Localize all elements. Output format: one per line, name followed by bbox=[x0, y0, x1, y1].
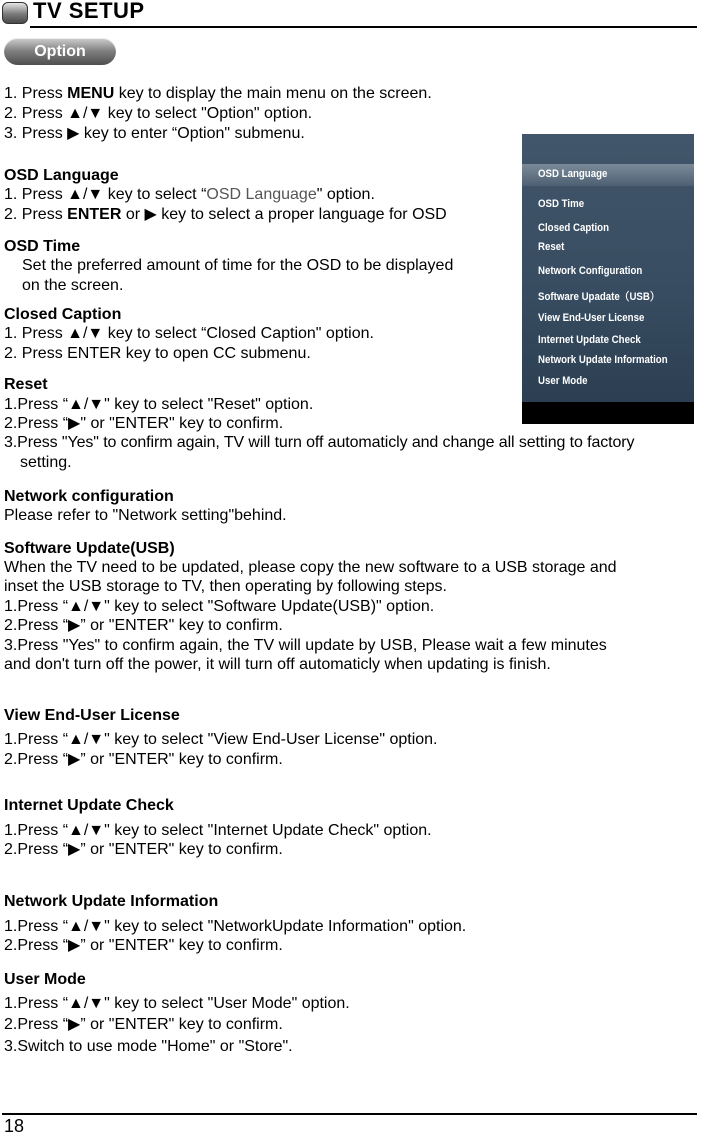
network-configuration-text: Please refer to "Network setting"behind. bbox=[4, 507, 287, 524]
osd-menu-item-user-mode: User Mode bbox=[538, 375, 588, 387]
closed-caption-step-2: 2. Press ENTER key to open CC submenu. bbox=[4, 345, 311, 362]
user-mode-step-1: 1.Press “▲/▼" key to select "User Mode" option. bbox=[4, 995, 350, 1012]
osd-language-step-1: 1. Press ▲/▼ key to select “OSD Language" option. bbox=[4, 186, 375, 203]
osd-menu-item-internet-update-check: Internet Update Check bbox=[538, 334, 641, 346]
reset-step-2: 2.Press “▶" or "ENTER" key to confirm. bbox=[4, 415, 284, 432]
osd-menu-item-network-update-information: Network Update Information bbox=[538, 354, 668, 366]
footer-divider bbox=[2, 1113, 697, 1115]
internet-update-step-1: 1.Press “▲/▼" key to select "Internet Update Check" option. bbox=[4, 822, 432, 839]
osd-menu-item-view-license: View End-User License bbox=[538, 312, 645, 324]
network-update-step-1: 1.Press “▲/▼" key to select "NetworkUpdate Information" option. bbox=[4, 918, 467, 935]
internet-update-heading: Internet Update Check bbox=[4, 797, 174, 814]
osd-language-step-2: 2. Press ENTER or ▶ key to select a proper language for OSD bbox=[4, 206, 447, 223]
osd-language-heading: OSD Language bbox=[4, 167, 119, 184]
page-title: TV SETUP bbox=[33, 0, 145, 23]
closed-caption-heading: Closed Caption bbox=[4, 306, 122, 323]
software-update-step-2: 2.Press “▶” or "ENTER" key to confirm. bbox=[4, 617, 283, 634]
option-section-pill: Option bbox=[4, 38, 116, 65]
intro-step-2: 2. Press ▲/▼ key to select "Option" option. bbox=[4, 105, 313, 122]
osd-time-heading: OSD Time bbox=[4, 238, 81, 255]
software-update-text-1: When the TV need to be updated, please copy the new software to a USB storage and bbox=[4, 559, 617, 576]
network-update-step-2: 2.Press “▶” or "ENTER" key to confirm. bbox=[4, 937, 283, 954]
software-update-heading: Software Update(USB) bbox=[4, 540, 175, 557]
user-mode-heading: User Mode bbox=[4, 971, 86, 988]
osd-time-text-1: Set the preferred amount of time for the OSD to be displayed bbox=[22, 257, 454, 274]
view-license-step-1: 1.Press “▲/▼" key to select "View End-User License" option. bbox=[4, 731, 438, 748]
view-license-step-2: 2.Press “▶” or "ENTER" key to confirm. bbox=[4, 751, 283, 768]
tv-setup-icon bbox=[2, 2, 28, 24]
osd-time-text-2: on the screen. bbox=[22, 277, 124, 294]
reset-step-1: 1.Press “▲/▼" key to select "Reset" option. bbox=[4, 396, 314, 413]
header-divider bbox=[30, 26, 697, 28]
osd-menu-screenshot bbox=[522, 134, 694, 424]
intro-step-1: 1. Press MENU key to display the main menu on the screen. bbox=[4, 85, 432, 102]
internet-update-step-2: 2.Press “▶” or "ENTER" key to confirm. bbox=[4, 841, 283, 858]
page-number: 18 bbox=[4, 1116, 25, 1136]
reset-step-3: 3.Press "Yes" to confirm again, TV will turn off automaticly and change all setting to factory bbox=[4, 434, 635, 451]
osd-menu-item-osd-time: OSD Time bbox=[538, 198, 585, 210]
software-update-step-3: 3.Press "Yes" to confirm again, the TV will update by USB, Please wait a few minutes bbox=[4, 637, 607, 654]
reset-step-3-cont: setting. bbox=[20, 454, 72, 471]
network-update-heading: Network Update Information bbox=[4, 893, 219, 910]
osd-menu-item-network-configuration: Network Configuration bbox=[538, 265, 643, 277]
osd-menu-item-software-update: Software Upadate（USB） bbox=[538, 291, 660, 303]
view-license-heading: View End-User License bbox=[4, 707, 180, 724]
network-configuration-heading: Network configuration bbox=[4, 488, 174, 505]
software-update-step-3-cont: and don't turn off the power, it will turn off automaticly when updating is finish. bbox=[4, 656, 551, 673]
osd-menu-item-osd-language: OSD Language bbox=[538, 168, 608, 180]
reset-heading: Reset bbox=[4, 376, 48, 393]
user-mode-step-2: 2.Press “▶” or "ENTER" key to confirm. bbox=[4, 1016, 283, 1033]
closed-caption-step-1: 1. Press ▲/▼ key to select “Closed Caption" option. bbox=[4, 325, 374, 342]
intro-step-3: 3. Press ▶ key to enter “Option" submenu. bbox=[4, 125, 305, 142]
osd-menu-item-closed-caption: Closed Caption bbox=[538, 222, 609, 234]
osd-menu-item-reset: Reset bbox=[538, 241, 565, 253]
software-update-step-1: 1.Press “▲/▼" key to select "Software Update(USB)" option. bbox=[4, 598, 435, 615]
software-update-text-2: inset the USB storage to TV, then operating by following steps. bbox=[4, 578, 447, 595]
user-mode-step-3: 3.Switch to use mode "Home" or "Store". bbox=[4, 1038, 293, 1055]
